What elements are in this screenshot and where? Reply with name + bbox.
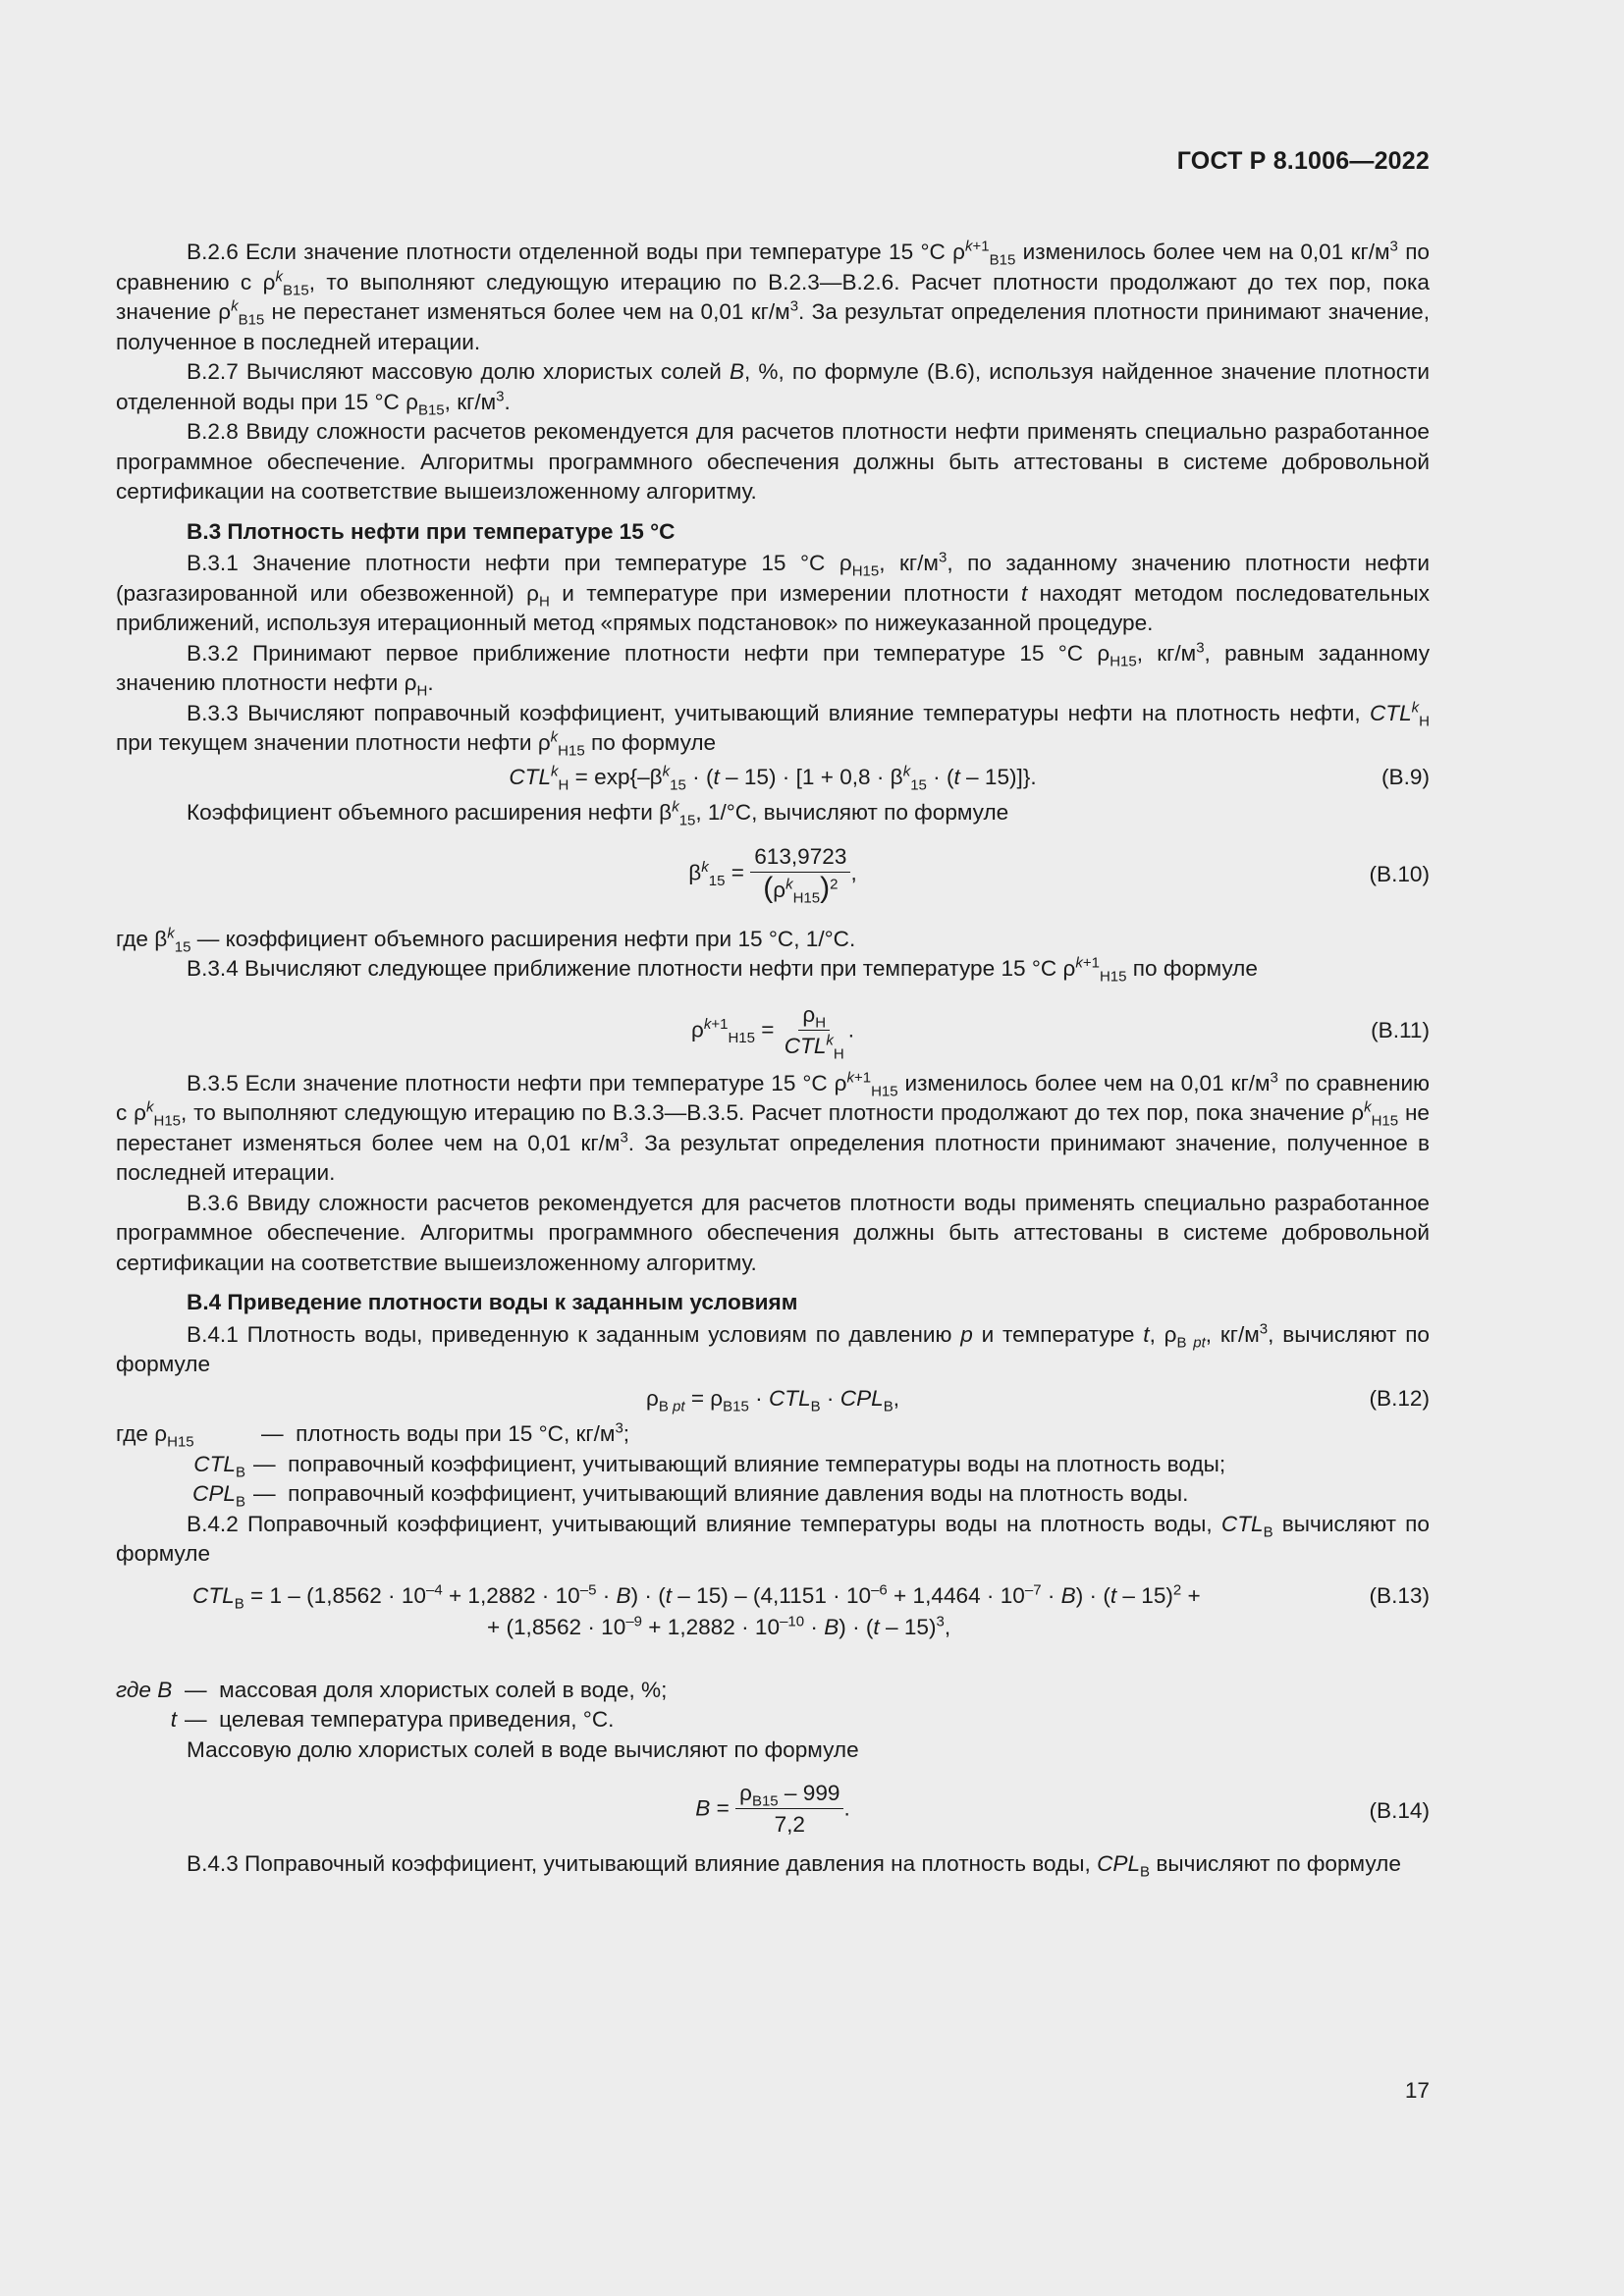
paragraph-mass: Массовую долю хлористых солей в воде вычисляют по формуле (187, 1736, 859, 1762)
list-item: $CTL_В$ — поправочный коэффициент, учитывающий влияние температуры воды на плотность воды; (193, 1451, 1226, 1481)
document-body (116, 238, 1430, 1880)
paragraph-b35: В.3.5 Если значение плотности нефти при температуре 15 °С $\rho^{k+1}_{Н15}$ изменилось более чем на 0,01 $кг/м^3$ по сравнению с $\rho^k_{Н15}$, то выполняют следующую итерацию по В.3.3—В.3.5. Расчет плотности продолжают до тех пор, пока значение $\rho^k_{Н15}$ не перестанет изменяться более чем на 0,01 $кг/м^3$. За результат определения плотности принимают значение, полученное в последней итерации. (116, 1068, 1431, 1185)
heading-b4: В.4 Приведение плотности воды к заданным условиям (187, 1290, 798, 1314)
list-item: где $\rho_{Н15}$ — плотность воды при 15 °С, $кг/м^3$; (116, 1419, 630, 1451)
formula-b12: $\rho_{В pt} = \rho_{В15} \cdot CTL_В \cdot CPL_В$, (В.12) (645, 1385, 1430, 1415)
list-item: где B — массовая доля хлористых солей в воде, %; (116, 1677, 668, 1702)
document-header: ГОСТ Р 8.1006—2022 (1176, 147, 1430, 175)
paragraph-b41: В.4.1 Плотность воды, приведенную к заданным условиям по давлению p и температуре t, $\rho_{В pt}$, $кг/м^3$, вычисляют по формуле (116, 1319, 1430, 1376)
equation-number: (В.14) (1369, 1798, 1430, 1823)
page-number: 17 (1404, 2078, 1430, 2103)
formula-b11: $\rho^{k+1}_{Н15}$ = $\frac{\rho_Н}{CTL^k_Н}$ . (В.11) (690, 1001, 1430, 1063)
list-item: t — целевая температура приведения, °С. (170, 1707, 615, 1732)
paragraph-b43: В.4.3 Поправочный коэффициент, учитывающий влияние давления на плотность воды, $CPL_В$ вычисляют по формуле (187, 1851, 1401, 1881)
where-list-b12 (116, 1419, 1430, 1510)
formula-b10: $\beta^k_{15}$ = $\frac{613,9723}{(\rho^k_{Н15})^2}$ , (В.10) (688, 843, 1430, 907)
formula-b13: $CTL_В = 1 - (1,8562 \cdot 10^{-4} + 1,2882 \cdot 10^{-5} \cdot B) \cdot (t - 15) - (4,1151 \cdot 10^{-6} + 1,4464 \cdot 10^{-7} \cdot B) \cdot (t - 15)^2$ + + $(1,8562 \cdot 10^{-9} + 1,2882 \cdot 10^{-10} \cdot B) \cdot (t - 15)^3$, (В.13) (192, 1580, 1430, 1639)
paragraph-b31: В.3.1 Значение плотности нефти при температуре 15 °С $\rho_{Н15}$, $кг/м^3$, по заданному значению плотности нефти (разгазированной или обезвоженной) $\rho_Н$ и температуре при измерении плотности t находят методом последовательных приближений, используя итерационный метод «прямых подстановок» по нижеуказанной процедуре. (116, 549, 1431, 635)
formula-b9: $CTL^k_Н = \exp\{-\beta^k_{15} \cdot (t - 15) \cdot [1 + 0,8 \cdot \beta^k_{15} \cdot (t - 15)]\}$. (В.9) (509, 762, 1430, 794)
paragraph-b36: В.3.6 Ввиду сложности расчетов рекомендуется для расчетов плотности воды применять специально разработанное программное обеспечение. Алгоритмы программного обеспечения должны быть аттестованы в системе добровольной сертификации на соответствие вышеизложенному алгоритму. (116, 1190, 1430, 1275)
paragraph-b34: В.3.4 Вычисляют следующее приближение плотности нефти при температуре 15 °С $\rho^{k+1}_{Н15}$ по формуле (187, 954, 1258, 986)
paragraph-b33: В.3.3 Вычисляют поправочный коэффициент, учитывающий влияние температуры нефти на плотность нефти, $CTL^k_Н$ при текущем значении плотности нефти $\rho^k_{Н15}$ по формуле (116, 698, 1430, 760)
paragraph-b26: В.2.6 Если значение плотности отделенной воды при температуре 15 °С $\rho^{k+1}_{В15}$ изменилось более чем на 0,01 $кг/м^3$ по сравнению с $\rho^k_{В15}$, то выполняют следующую итерацию по В.2.3—В.2.6. Расчет плотности продолжают до тех пор, пока значение $\rho^k_{В15}$ не перестанет изменяться более чем на 0,01 $кг/м^3$. За результат определения плотности принимают значение, полученное в последней итерации. (116, 238, 1430, 354)
equation-number: (В.9) (1381, 764, 1430, 789)
paragraph-b28: В.2.8 Ввиду сложности расчетов рекомендуется для расчетов плотности нефти применять специально разработанное программное обеспечение. Алгоритмы программного обеспечения должны быть аттестованы в системе добровольной сертификации на соответствие вышеизложенному алгоритму. (116, 419, 1430, 504)
heading-b3: В.3 Плотность нефти при температуре 15 °С (187, 518, 676, 544)
equation-number: (В.10) (1369, 861, 1430, 886)
paragraph-where-b10: где $\beta^k_{15}$ — коэффициент объемного расширения нефти при 15 °С, 1/°С. (116, 924, 856, 956)
paragraph-coefficient: Коэффициент объемного расширения нефти $\beta^k_{15}$, 1/°С, вычисляют по формуле (187, 798, 1009, 829)
paragraph-b32: В.3.2 Принимают первое приближение плотности нефти при температуре 15 °С $\rho_{Н15}$, $кг/м^3$, равным заданному значению плотности нефти $\rho_Н$. (116, 638, 1431, 700)
paragraph-b42: В.4.2 Поправочный коэффициент, учитывающий влияние температуры воды на плотность воды, $CTL_В$ вычисляют по формуле (116, 1511, 1430, 1566)
list-item: $CPL_В$ — поправочный коэффициент, учитывающий влияние давления воды на плотность воды. (192, 1481, 1189, 1511)
where-list-b13 (116, 1676, 1430, 1735)
equation-number: (В.11) (1371, 1017, 1430, 1042)
paragraph-b27: В.2.7 Вычисляют массовую долю хлористых солей B, %, по формуле (В.6), используя найденное значение плотности отделенной воды при 15 °С $\rho_{В15}$, $кг/м^3$. (116, 359, 1430, 419)
formula-b14: B = $\frac{\rho_{В15} - 999}{7,2}$ . (В.14) (695, 1781, 1430, 1837)
equation-number: (В.13) (1369, 1582, 1430, 1608)
equation-number: (В.12) (1369, 1385, 1430, 1411)
